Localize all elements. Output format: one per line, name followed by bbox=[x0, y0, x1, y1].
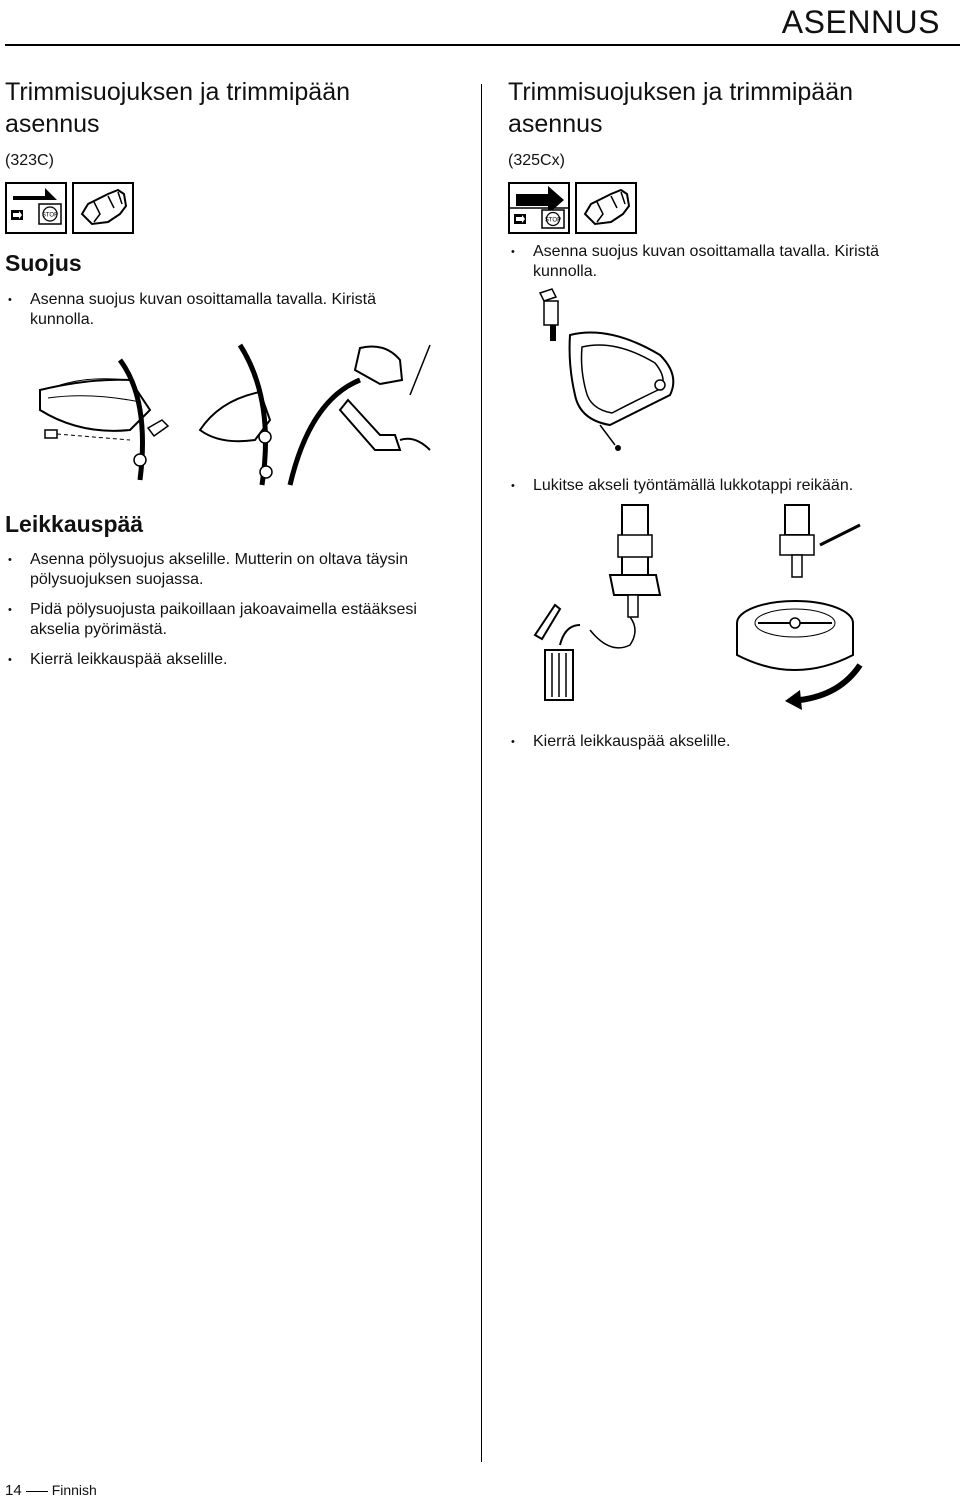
svg-text:STOP: STOP bbox=[41, 212, 59, 219]
gloves-icon bbox=[577, 184, 635, 232]
footer-language: Finnish bbox=[51, 1482, 97, 1498]
guard-installation-illustration bbox=[30, 340, 440, 490]
head-bullet: • Asenna pölysuojus akselille. Mutterin on oltava täysin pölysuojuksen suojassa. bbox=[5, 550, 455, 590]
head-heading: Leikkauspää bbox=[5, 511, 144, 537]
left-model: (323C) bbox=[5, 152, 54, 169]
head-bullet: • Kierrä leikkauspää akselille. bbox=[5, 650, 455, 670]
right-bullet: • Lukitse akseli työntämällä lukkotappi reikään. bbox=[508, 476, 938, 496]
page-number: 14 bbox=[5, 1482, 22, 1499]
guard-bullets bbox=[5, 290, 425, 340]
left-stop-icon-box bbox=[5, 200, 67, 234]
header-rule bbox=[5, 44, 960, 46]
guard-325cx-illustration bbox=[520, 285, 700, 455]
right-manual-icon-box bbox=[508, 182, 570, 234]
right-bullet: • Asenna suojus kuvan osoittamalla tavalla. Kiristä kunnolla. bbox=[508, 242, 938, 282]
gloves-icon bbox=[74, 184, 132, 232]
trimmer-head-illustration bbox=[530, 505, 870, 715]
right-gloves-icon-box bbox=[575, 182, 637, 234]
svg-text:STOP: STOP bbox=[544, 217, 562, 224]
column-divider bbox=[481, 84, 482, 1462]
head-bullet: • Pidä pölysuojusta paikoillaan jakoavaimella estääksesi akselia pyörimästä. bbox=[5, 600, 455, 640]
stop-switch-icon bbox=[7, 200, 65, 230]
left-gloves-icon-box bbox=[72, 182, 134, 234]
right-bullets-2 bbox=[508, 476, 938, 506]
footer-dash bbox=[26, 1491, 48, 1492]
right-bullets-3 bbox=[508, 732, 938, 762]
page-header bbox=[0, 0, 960, 46]
guard-bullet: • Asenna suojus kuvan osoittamalla tavalla. Kiristä kunnolla. bbox=[5, 290, 425, 330]
stop-switch-icon bbox=[542, 210, 564, 228]
section-title: ASENNUS bbox=[781, 4, 940, 40]
left-title: Trimmisuojuksen ja trimmipään asennus bbox=[5, 78, 350, 138]
right-model: (325Cx) bbox=[508, 152, 565, 169]
right-bullet: • Kierrä leikkauspää akselille. bbox=[508, 732, 938, 752]
page-footer bbox=[5, 1482, 97, 1499]
right-title: Trimmisuojuksen ja trimmipään asennus bbox=[508, 78, 853, 138]
guard-heading: Suojus bbox=[5, 250, 82, 276]
head-bullets bbox=[5, 550, 455, 680]
